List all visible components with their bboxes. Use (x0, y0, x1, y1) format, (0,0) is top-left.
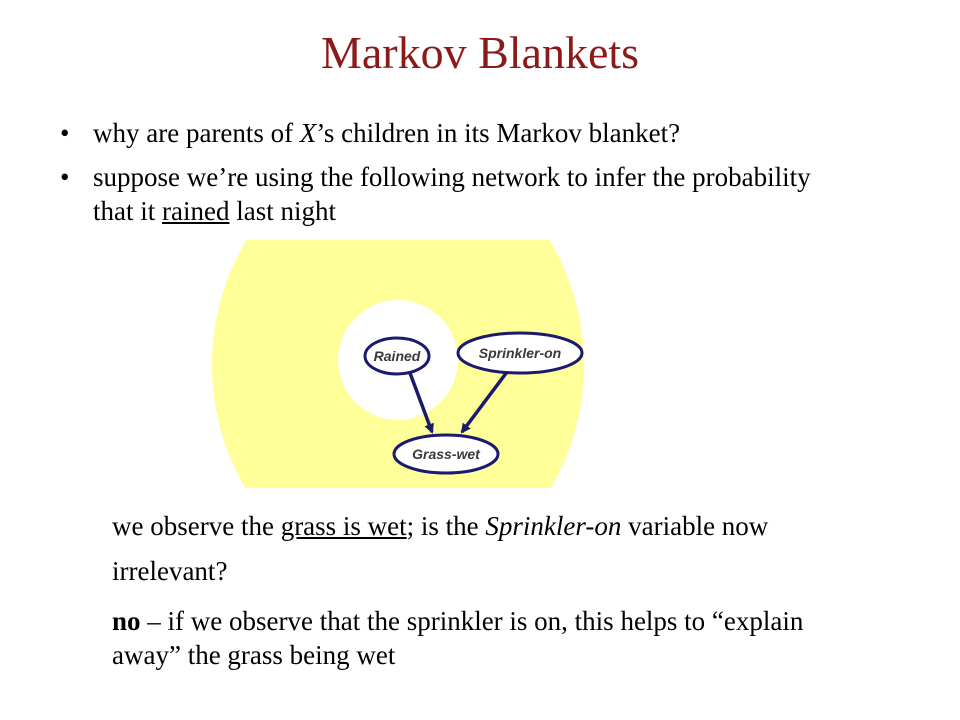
node-grass-label: Grass-wet (412, 446, 480, 462)
bullet-marker: • (60, 162, 70, 192)
bullet-2-text: suppose we’re using the following network to infer the probability that it rained last night (93, 162, 811, 226)
bullet-1-text: why are parents of X’s children in its Markov blanket? (93, 118, 681, 148)
node-sprinkler-label: Sprinkler-on (478, 345, 562, 361)
explain-away-answer: no – if we observe that the sprinkler is on, this helps to “explain away” the grass being wet (112, 606, 804, 670)
bullet-marker: • (60, 118, 70, 148)
node-sprinkler-on (458, 333, 582, 373)
node-rained (365, 338, 429, 374)
node-grass-wet (394, 435, 498, 473)
node-rained-label: Rained (373, 348, 421, 364)
slide-title: Markov Blankets (320, 27, 640, 78)
observation-question: we observe the grass is wet; is the Sprinkler-on variable now irrelevant? (112, 511, 769, 586)
